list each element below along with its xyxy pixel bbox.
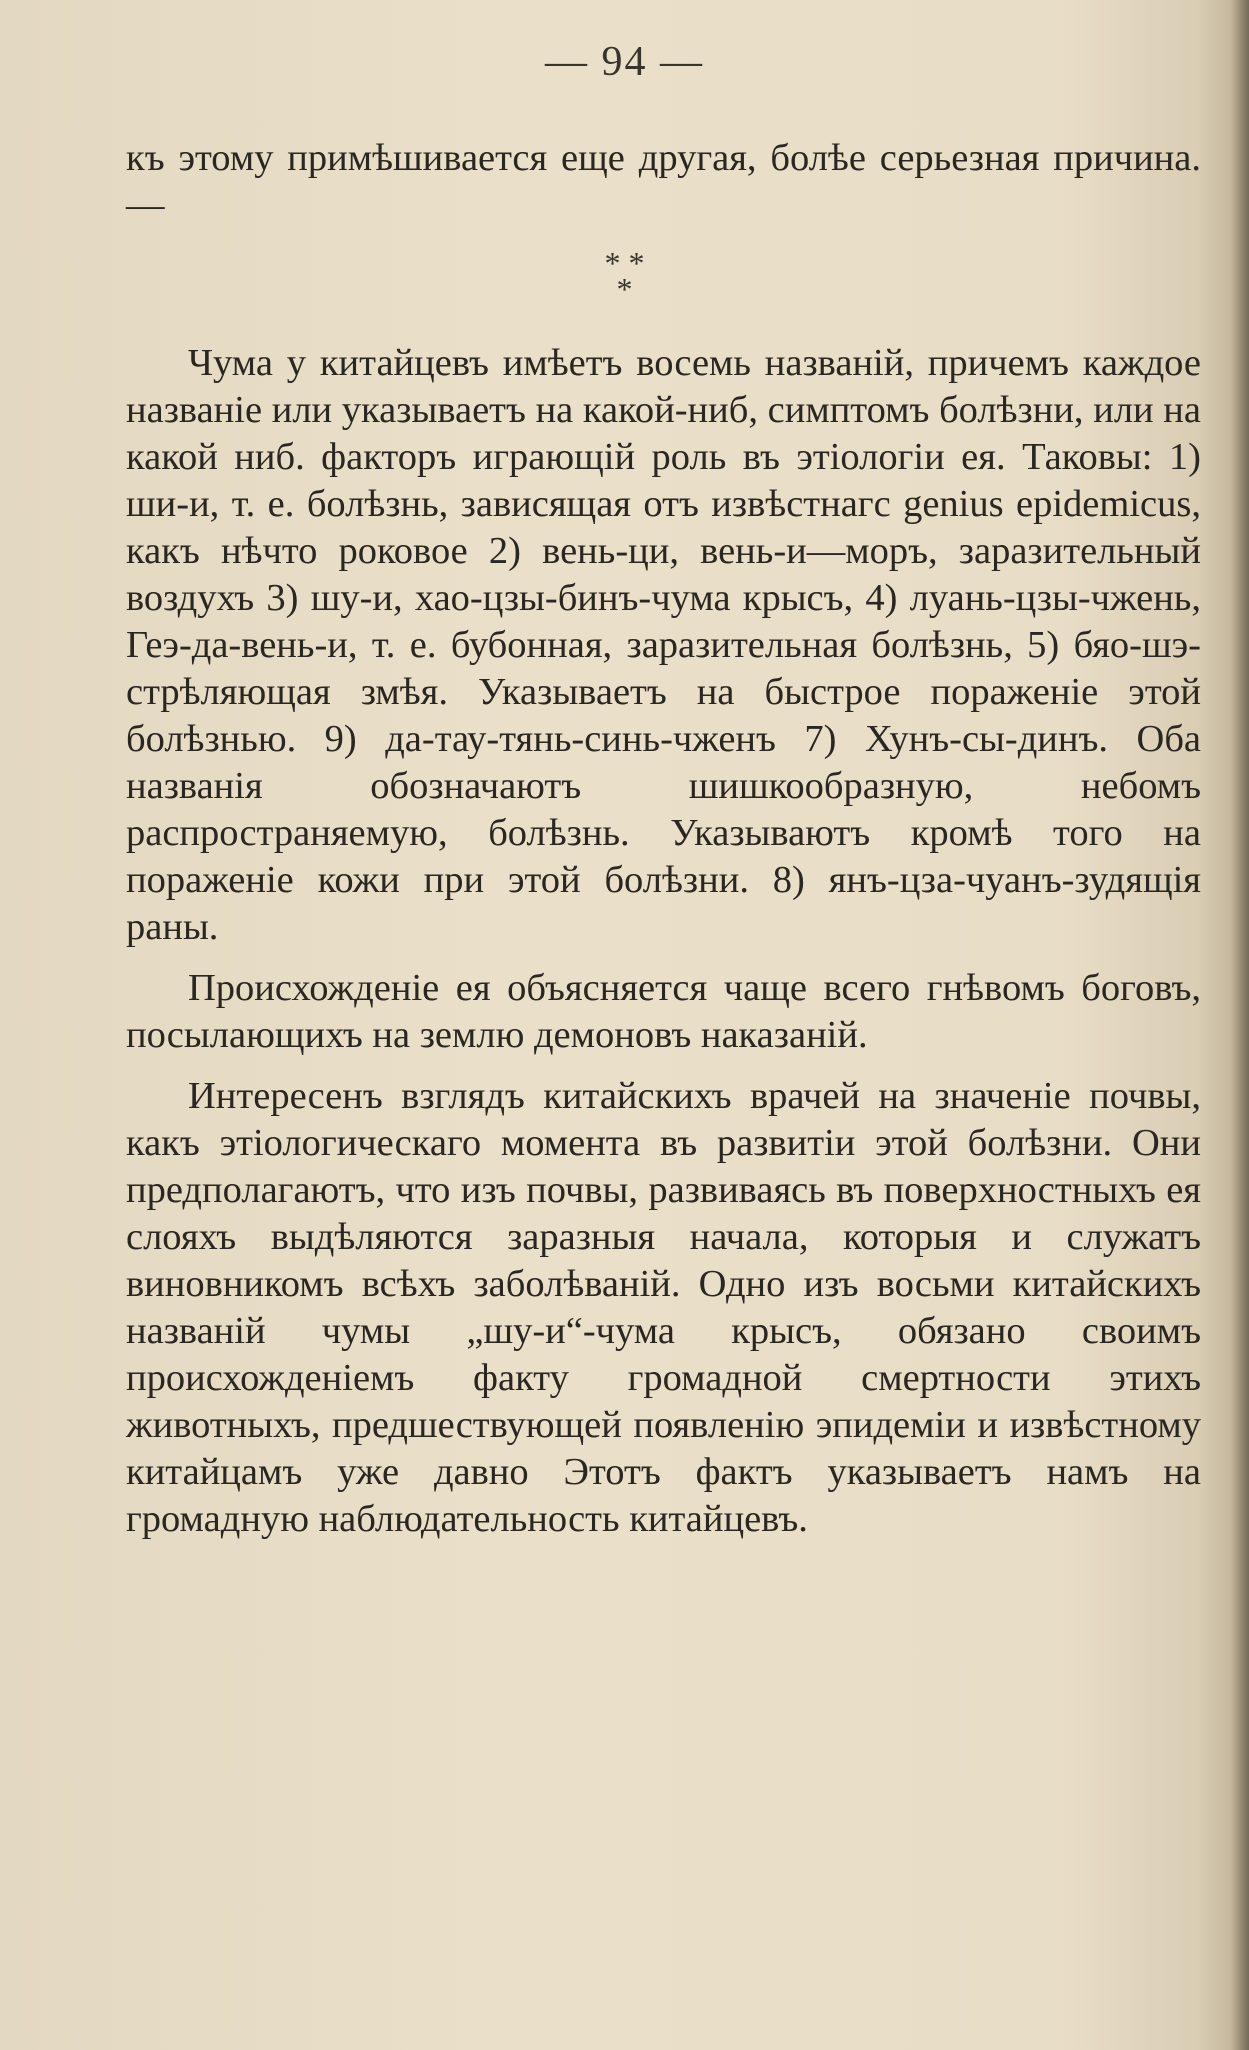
paragraph-origin: Происхожденіе ея объясняется чаще всего гнѣвомъ боговъ, посылающихъ на землю демоновъ наказаній. xyxy=(126,967,1201,1056)
paragraph-plague-names: Чума у китайцевъ имѣетъ восемь названій, причемъ каждое названіе или указываетъ на какой-ниб, симптомъ болѣзни, или на какой ниб. факторъ играющій роль въ этіологіи ея. Таковы: 1) ши-и, т. е. болѣзнь, зависящая отъ извѣстнагс genius epidemicus, какъ нѣчто роковое 2) вень-ци, вень-и—моръ, заразительный воздухъ 3) шу-и, хао-цзы-бинъ-чума крысъ, 4) луань-цзы-чжень, Геэ-да-вень-и, т. е. бубонная, заразительная болѣзнь, 5) бяо-шэ-стрѣляющая змѣя. Указываетъ на быстрое пораженіе этой болѣзнью. 9) да-тау-тянь-синь-чженъ 7) Хунъ-сы-динъ. Оба названія обозначаютъ шишкообразную, небомъ распространяемую, болѣзнь. Указываютъ кромѣ того на пораженіе кожи при этой болѣзни. 8) янъ-цза-чуанъ-зудящія раны. xyxy=(126,342,1201,948)
section-separator xyxy=(0,245,1249,307)
paragraph-soil-view: Интересенъ взглядъ китайскихъ врачей на значеніе почвы, какъ этіологическаго момента въ развитіи этой болѣзни. Они предполагаютъ, что изъ почвы, развиваясь въ поверхностныхъ ея слояхъ выдѣляются заразныя начала, которыя и служатъ виновникомъ всѣхъ заболѣваній. Одно изъ восьми китайскихъ названій чумы „шу-и“-чума крысъ, обязано своимъ происхожденіемъ факту громадной смертности этихъ животныхъ, предшествующей появленію эпидеміи и извѣстному китайцамъ уже давно Этотъ фактъ указываетъ намъ на громадную наблюдательность китайцевъ. xyxy=(126,1075,1201,1540)
main-text-block xyxy=(126,340,1201,1543)
separator-top-stars: * * xyxy=(604,245,645,281)
page-number: — 94 — xyxy=(545,39,704,85)
separator-bottom-star: * xyxy=(616,271,633,307)
intro-paragraph: къ этому примѣшивается еще другая, болѣе серьезная причина.— xyxy=(126,137,1201,226)
page-edge-shadow xyxy=(1231,0,1249,2050)
intro-text-block xyxy=(126,135,1201,229)
